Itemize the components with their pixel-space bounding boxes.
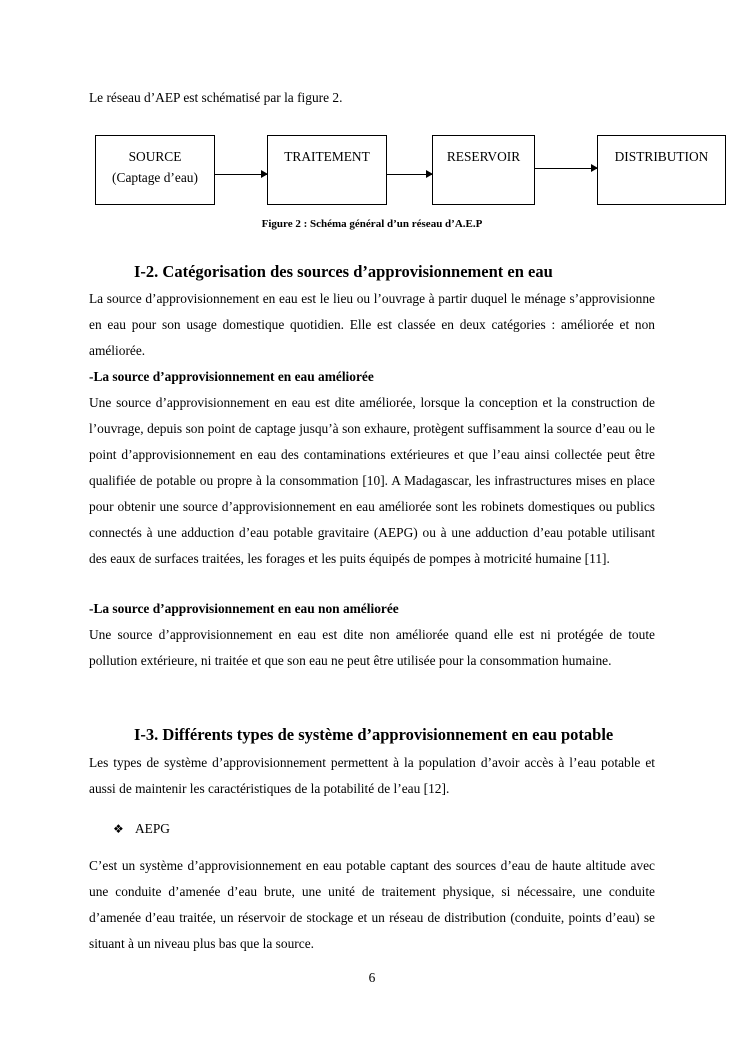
subheading-improved-source: -La source d’approvisionnement en eau améliorée [89, 369, 374, 384]
diagram-box-source [95, 135, 215, 205]
section-heading-i3: I-3. Différents types de système d’approvisionnement en eau potable [134, 725, 614, 744]
section-i2-paragraph-1: La source d’approvisionnement en eau est le lieu ou l’ouvrage à partir duquel le ménage s’approvisionne en eau pour son usage domestique quotidien. Elle est classée en deux catégories : améliorée et non améliorée. [89, 291, 655, 358]
diagram-arrow-1 [215, 174, 267, 175]
diagram-box-source-sublabel: (Captage d’eau) [112, 170, 198, 185]
page-number: 6 [368, 970, 376, 985]
section-heading-i2: I-2. Catégorisation des sources d’approvisionnement en eau [134, 262, 553, 281]
section-i2-paragraph-3: Une source d’approvisionnement en eau est dite non améliorée quand elle est ni protégée de toute pollution extérieure, ni traitée et que son eau ne peut être utilisée pour la consommation humaine. [89, 627, 655, 668]
diagram-box-traitement [267, 135, 387, 205]
diagram-box-reservoir-label: RESERVOIR [446, 149, 521, 164]
figure-caption: Figure 2 : Schéma général d’un réseau d’A.E.P [261, 218, 483, 230]
section-i3-paragraph-1: Les types de système d’approvisionnement permettent à la population d’avoir accès à l’eau potable et aussi de maintenir les caractéristiques de la potabilité de l’eau [12]. [89, 755, 655, 796]
diagram-arrow-3 [535, 168, 597, 169]
section-i3-paragraph-2: C’est un système d’approvisionnement en eau potable captant des sources d’eau de haute altitude avec une conduite d’amenée d’eau brute, une unité de traitement physique, si nécessaire, une conduite d’amenée d’eau traitée, un réservoir de stockage et un réseau de distribution (conduite, points d’eau) se situant à un niveau plus bas que la source. [89, 858, 655, 951]
diamond-bullet-icon: ❖ [113, 822, 124, 836]
diagram-box-reservoir [432, 135, 535, 205]
bullet-item-aepg [113, 817, 170, 841]
diagram-box-source-label: SOURCE [128, 149, 182, 164]
subheading-unimproved-source: -La source d’approvisionnement en eau non améliorée [89, 601, 399, 616]
section-i2-paragraph-2: Une source d’approvisionnement en eau est dite améliorée, lorsque la conception et la construction de l’ouvrage, depuis son point de captage jusqu’à son exhaure, protègent suffisamment la source d’eau ou le point d’approvisionnement en eau des contaminations extérieures et que l’eau ainsi collectée peut être qualifiée de potable ou propre à la consommation [10]. A Madagascar, les infrastructures mises en place pour obtenir une source d’approvisionnement en eau améliorée sont les robinets domestiques ou publics connectés à une adduction d’eau potable gravitaire (AEPG) ou à une adduction d’eau potable utilisant des eaux de surfaces traitées, les forages et les puits équipés de pompes à motricité humaine [11]. [89, 395, 655, 566]
intro-paragraph: Le réseau d’AEP est schématisé par la figure 2. [89, 90, 343, 105]
diagram-box-distribution [597, 135, 726, 205]
bullet-label: AEPG [135, 821, 170, 836]
diagram-arrow-2 [387, 174, 432, 175]
diagram-box-traitement-label: TRAITEMENT [284, 149, 370, 164]
diagram-box-distribution-label: DISTRIBUTION [614, 149, 709, 164]
